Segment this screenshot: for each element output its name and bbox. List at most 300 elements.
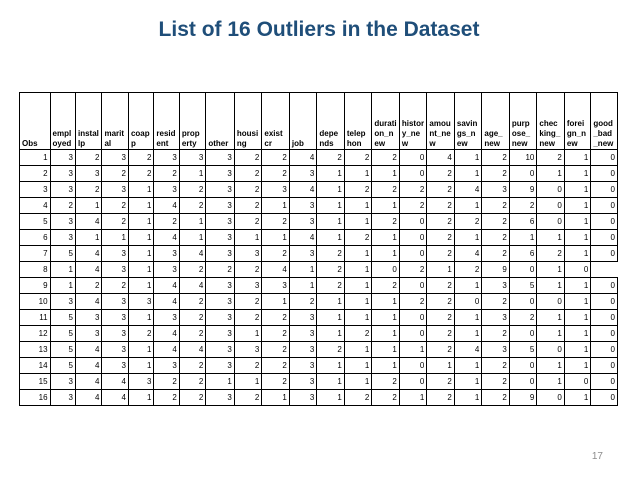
table-cell: 1: [289, 262, 317, 278]
table-cell: 4: [76, 262, 102, 278]
table-cell: 1: [128, 310, 153, 326]
table-cell: 1: [537, 374, 565, 390]
table-cell: 1: [564, 214, 590, 230]
column-header: telephon: [344, 93, 372, 150]
table-cell: 2: [537, 246, 565, 262]
table-cell: 2: [102, 198, 128, 214]
table-cell: 2: [344, 150, 372, 166]
table-cell: 2: [427, 278, 455, 294]
table-cell: 2: [102, 278, 128, 294]
table-row: [20, 150, 618, 166]
table-cell: 1: [128, 262, 153, 278]
table-cell: 2: [482, 374, 510, 390]
table-cell: 2: [234, 262, 262, 278]
obs-cell: 5: [20, 214, 51, 230]
table-cell: 0: [591, 246, 618, 262]
table-cell: 3: [234, 278, 262, 294]
table-cell: 2: [399, 262, 427, 278]
table-row: [20, 374, 618, 390]
obs-cell: 3: [20, 182, 51, 198]
table-cell: 1: [537, 278, 565, 294]
table-cell: 1: [564, 342, 590, 358]
table-cell: 2: [482, 198, 510, 214]
table-cell: 2: [154, 214, 179, 230]
table-cell: 1: [179, 230, 205, 246]
table-cell: 2: [234, 310, 262, 326]
table-cell: 2: [76, 278, 102, 294]
table-cell: 2: [234, 358, 262, 374]
table-cell: 2: [128, 326, 153, 342]
table-cell: 3: [154, 150, 179, 166]
table-cell: 2: [179, 326, 205, 342]
table-cell: 0: [591, 198, 618, 214]
table-cell: 3: [206, 342, 235, 358]
table-cell: 1: [372, 166, 400, 182]
table-cell: 3: [289, 326, 317, 342]
table-cell: 1: [234, 230, 262, 246]
table-cell: 2: [372, 214, 400, 230]
table-cell: 4: [262, 262, 290, 278]
table-cell: 3: [289, 214, 317, 230]
table-cell: 2: [344, 230, 372, 246]
table-cell: 1: [564, 278, 590, 294]
column-header: purpose_new: [509, 93, 537, 150]
table-cell: 3: [206, 278, 235, 294]
table-cell: 1: [454, 150, 482, 166]
table-cell: 1: [317, 294, 345, 310]
table-row: [20, 294, 618, 310]
table-cell: 3: [50, 166, 75, 182]
table-cell: 2: [427, 214, 455, 230]
table-cell: 2: [344, 390, 372, 406]
obs-cell: 8: [20, 262, 51, 278]
table-cell: 2: [509, 310, 537, 326]
table-cell: 2: [427, 294, 455, 310]
table-cell: 2: [399, 182, 427, 198]
table-cell: 3: [50, 214, 75, 230]
table-cell: 6: [509, 214, 537, 230]
table-cell: 2: [179, 358, 205, 374]
table-cell: 1: [289, 278, 317, 294]
table-cell: 3: [154, 310, 179, 326]
table-cell: 0: [509, 166, 537, 182]
table-cell: 1: [128, 278, 153, 294]
table-cell: 2: [482, 214, 510, 230]
table-cell: 1: [128, 246, 153, 262]
table-cell: 4: [76, 214, 102, 230]
table-row: [20, 246, 618, 262]
table-cell: 0: [591, 150, 618, 166]
table-cell: 2: [344, 326, 372, 342]
table-cell: 1: [317, 374, 345, 390]
column-header: property: [179, 93, 205, 150]
column-header: other: [206, 93, 235, 150]
table-cell: 4: [179, 246, 205, 262]
table-cell: 3: [102, 262, 128, 278]
table-cell: 3: [50, 374, 75, 390]
obs-cell: 1: [20, 150, 51, 166]
table-cell: 0: [591, 230, 618, 246]
table-cell: 2: [427, 342, 455, 358]
slide-title: List of 16 Outliers in the Dataset: [158, 18, 480, 41]
table-cell: 0: [454, 294, 482, 310]
table-cell: 4: [289, 150, 317, 166]
table-cell: 2: [234, 214, 262, 230]
table-cell: 5: [50, 246, 75, 262]
table-cell: 2: [399, 198, 427, 214]
table-cell: 2: [427, 182, 455, 198]
table-cell: 2: [317, 262, 345, 278]
table-cell: 0: [591, 166, 618, 182]
table-cell: 0: [591, 278, 618, 294]
table-cell: 1: [128, 198, 153, 214]
table-cell: 3: [50, 294, 75, 310]
table-cell: 2: [372, 150, 400, 166]
table-cell: 1: [564, 150, 590, 166]
table-cell: 1: [262, 198, 290, 214]
column-header: depends: [317, 93, 345, 150]
table-cell: 2: [154, 166, 179, 182]
table-cell: 2: [128, 150, 153, 166]
table-cell: 3: [206, 166, 235, 182]
table-cell: 2: [537, 150, 565, 166]
table-cell: 1: [454, 310, 482, 326]
table-cell: 3: [102, 342, 128, 358]
table-cell: 0: [372, 262, 400, 278]
table-cell: 2: [399, 294, 427, 310]
table-cell: 2: [482, 230, 510, 246]
table-cell: 10: [509, 150, 537, 166]
table-cell: 4: [154, 326, 179, 342]
obs-cell: 2: [20, 166, 51, 182]
table-cell: 2: [427, 230, 455, 246]
table-row: [20, 214, 618, 230]
table-cell: 2: [102, 166, 128, 182]
table-cell: 1: [537, 262, 565, 278]
obs-cell: 14: [20, 358, 51, 374]
table-cell: 0: [591, 294, 618, 310]
table-cell: 5: [50, 310, 75, 326]
table-cell: 2: [234, 150, 262, 166]
table-cell: 1: [179, 214, 205, 230]
table-cell: 1: [454, 374, 482, 390]
outliers-table: [19, 92, 618, 406]
table-cell: 2: [262, 246, 290, 262]
table-cell: 2: [179, 182, 205, 198]
table-cell: 0: [399, 326, 427, 342]
table-cell: 3: [206, 182, 235, 198]
table-cell: 1: [372, 310, 400, 326]
table-cell: 1: [76, 198, 102, 214]
table-cell: 0: [537, 198, 565, 214]
table-cell: 3: [76, 310, 102, 326]
table-cell: 1: [344, 294, 372, 310]
table-cell: 3: [206, 230, 235, 246]
table-cell: 2: [454, 214, 482, 230]
table-cell: 4: [154, 342, 179, 358]
table-body: [20, 150, 618, 406]
column-header: Obs: [20, 93, 51, 150]
table-cell: 1: [454, 358, 482, 374]
table-cell: 3: [206, 326, 235, 342]
table-cell: 6: [509, 246, 537, 262]
table-cell: 4: [76, 246, 102, 262]
table-cell: 3: [102, 150, 128, 166]
column-header: employed: [50, 93, 75, 150]
table-cell: 3: [206, 358, 235, 374]
table-cell: 2: [262, 166, 290, 182]
table-cell: 2: [102, 214, 128, 230]
table-cell: 3: [154, 358, 179, 374]
table-cell: 2: [344, 182, 372, 198]
table-cell: 1: [564, 246, 590, 262]
table-cell: 1: [262, 294, 290, 310]
table-cell: 0: [399, 214, 427, 230]
table-cell: 2: [317, 342, 345, 358]
table-cell: 0: [399, 166, 427, 182]
table-cell: 3: [206, 310, 235, 326]
table-cell: 4: [154, 278, 179, 294]
table-cell: 5: [509, 342, 537, 358]
table-cell: 0: [537, 294, 565, 310]
table-cell: 4: [102, 374, 128, 390]
table-cell: 3: [102, 326, 128, 342]
table-cell: 2: [179, 294, 205, 310]
table-cell: 9: [482, 262, 510, 278]
table-cell: 1: [564, 358, 590, 374]
table-cell: 2: [482, 166, 510, 182]
column-header: age_new: [482, 93, 510, 150]
table-cell: 1: [537, 326, 565, 342]
table-row: [20, 166, 618, 182]
table-cell: 2: [482, 358, 510, 374]
table-cell: 2: [317, 246, 345, 262]
table-cell: 5: [50, 358, 75, 374]
table-cell: 9: [509, 182, 537, 198]
slide-number: 17: [591, 451, 603, 462]
table-cell: 1: [564, 230, 590, 246]
table-cell: 2: [509, 198, 537, 214]
column-header: existcr: [262, 93, 290, 150]
table-cell: 0: [564, 374, 590, 390]
table-cell: 2: [454, 262, 482, 278]
table-cell: 4: [179, 342, 205, 358]
table-cell: 1: [344, 166, 372, 182]
table-cell: 2: [482, 150, 510, 166]
table-cell: 1: [102, 230, 128, 246]
table-cell: 1: [317, 358, 345, 374]
table-cell: 2: [206, 262, 235, 278]
table-cell: 2: [482, 246, 510, 262]
table-cell: 2: [372, 182, 400, 198]
table-cell: 0: [564, 262, 590, 278]
table-cell: 0: [591, 214, 618, 230]
table-cell: 4: [102, 390, 128, 406]
table-cell: 4: [454, 342, 482, 358]
table-row: [20, 390, 618, 406]
table-cell: 1: [564, 182, 590, 198]
table-cell: 2: [262, 342, 290, 358]
table-cell: 4: [154, 230, 179, 246]
table-cell: 1: [344, 374, 372, 390]
obs-cell: 7: [20, 246, 51, 262]
table-cell: 1: [537, 230, 565, 246]
table-cell: 1: [564, 166, 590, 182]
table-cell: 3: [50, 150, 75, 166]
obs-cell: 16: [20, 390, 51, 406]
table-cell: 0: [399, 310, 427, 326]
table-cell: 1: [128, 342, 153, 358]
column-header: coapp: [128, 93, 153, 150]
table-cell: 1: [179, 166, 205, 182]
table-cell: 3: [102, 294, 128, 310]
obs-cell: 11: [20, 310, 51, 326]
table-cell: 1: [344, 262, 372, 278]
table-cell: 1: [427, 358, 455, 374]
table-cell: 2: [262, 326, 290, 342]
table-cell: 2: [262, 358, 290, 374]
table-cell: 1: [262, 230, 290, 246]
table-cell: 2: [234, 198, 262, 214]
table-cell: 1: [509, 230, 537, 246]
table-cell: 0: [399, 246, 427, 262]
table-cell: 1: [128, 182, 153, 198]
table-cell: 3: [102, 310, 128, 326]
table-cell: 2: [234, 166, 262, 182]
table-cell: 3: [289, 310, 317, 326]
column-header: checking_new: [537, 93, 565, 150]
table-cell: 3: [50, 182, 75, 198]
table-cell: 2: [262, 214, 290, 230]
table-cell: 4: [454, 246, 482, 262]
table-cell: 0: [591, 326, 618, 342]
table-cell: 2: [427, 198, 455, 214]
table-cell: 2: [372, 374, 400, 390]
obs-cell: 9: [20, 278, 51, 294]
table-cell: 3: [234, 342, 262, 358]
table-cell: 5: [50, 326, 75, 342]
table-cell: 1: [372, 246, 400, 262]
table-row: [20, 278, 618, 294]
table-cell: 3: [50, 230, 75, 246]
table-cell: 2: [179, 198, 205, 214]
table-cell: 3: [289, 198, 317, 214]
table-cell: 1: [454, 326, 482, 342]
column-header: history_new: [399, 93, 427, 150]
table-cell: 3: [206, 150, 235, 166]
table-cell: 1: [317, 230, 345, 246]
table-cell: 4: [76, 390, 102, 406]
table-cell: 0: [509, 358, 537, 374]
table-cell: 2: [128, 166, 153, 182]
table-cell: 0: [509, 262, 537, 278]
table-cell: 3: [206, 294, 235, 310]
table-cell: 0: [399, 150, 427, 166]
table-row: [20, 182, 618, 198]
table-cell: 3: [289, 374, 317, 390]
obs-cell: 15: [20, 374, 51, 390]
table-header-row: [20, 93, 618, 150]
table-cell: 3: [50, 390, 75, 406]
table-cell: 1: [564, 390, 590, 406]
table-cell: 1: [128, 358, 153, 374]
table-cell: 1: [564, 294, 590, 310]
table-cell: 3: [179, 150, 205, 166]
table-cell: 1: [206, 374, 235, 390]
table-cell: 3: [289, 390, 317, 406]
table-cell: 3: [76, 326, 102, 342]
table-cell: 0: [591, 310, 618, 326]
table-cell: 5: [509, 278, 537, 294]
table-row: [20, 230, 618, 246]
table-cell: 0: [399, 278, 427, 294]
column-header: installp: [76, 93, 102, 150]
table-cell: 3: [262, 182, 290, 198]
table-cell: 2: [154, 390, 179, 406]
table-cell: 3: [154, 182, 179, 198]
table-cell: 3: [206, 246, 235, 262]
table-cell: 0: [591, 374, 618, 390]
table-cell: 1: [372, 358, 400, 374]
table-cell: 4: [289, 230, 317, 246]
table-cell: 0: [509, 294, 537, 310]
table-cell: 2: [482, 390, 510, 406]
table-cell: 3: [289, 358, 317, 374]
table-cell: 1: [372, 342, 400, 358]
table-cell: 1: [317, 182, 345, 198]
column-header: savings_new: [454, 93, 482, 150]
table-cell: 1: [344, 214, 372, 230]
column-header: duration_new: [372, 93, 400, 150]
table-cell: 1: [399, 342, 427, 358]
table-cell: 2: [76, 150, 102, 166]
column-header: amount_new: [427, 93, 455, 150]
table-cell: 0: [537, 342, 565, 358]
table-cell: 3: [128, 294, 153, 310]
table-cell: 3: [289, 166, 317, 182]
table-cell: 4: [454, 182, 482, 198]
table-cell: 3: [128, 374, 153, 390]
table-cell: 3: [482, 310, 510, 326]
table-cell: 2: [317, 150, 345, 166]
table-cell: 5: [50, 342, 75, 358]
table-cell: 2: [262, 150, 290, 166]
obs-cell: 10: [20, 294, 51, 310]
table-cell: 0: [537, 214, 565, 230]
table-cell: 0: [537, 182, 565, 198]
column-header: housing: [234, 93, 262, 150]
table-cell: 2: [427, 374, 455, 390]
table-cell: 1: [344, 278, 372, 294]
table-cell: 1: [427, 262, 455, 278]
table-cell: 2: [427, 326, 455, 342]
table-cell: 4: [76, 358, 102, 374]
table-cell: 3: [206, 390, 235, 406]
table-cell: 1: [372, 326, 400, 342]
table-cell: 2: [179, 374, 205, 390]
table-cell: 4: [154, 294, 179, 310]
table-cell: 4: [76, 294, 102, 310]
table-cell: 1: [262, 390, 290, 406]
table-cell: 3: [262, 278, 290, 294]
table-cell: 1: [317, 390, 345, 406]
table-cell: 1: [537, 358, 565, 374]
table-cell: 2: [179, 262, 205, 278]
table-cell: 1: [317, 310, 345, 326]
table-cell: 2: [154, 374, 179, 390]
table-cell: 4: [154, 198, 179, 214]
table-cell: 0: [537, 390, 565, 406]
